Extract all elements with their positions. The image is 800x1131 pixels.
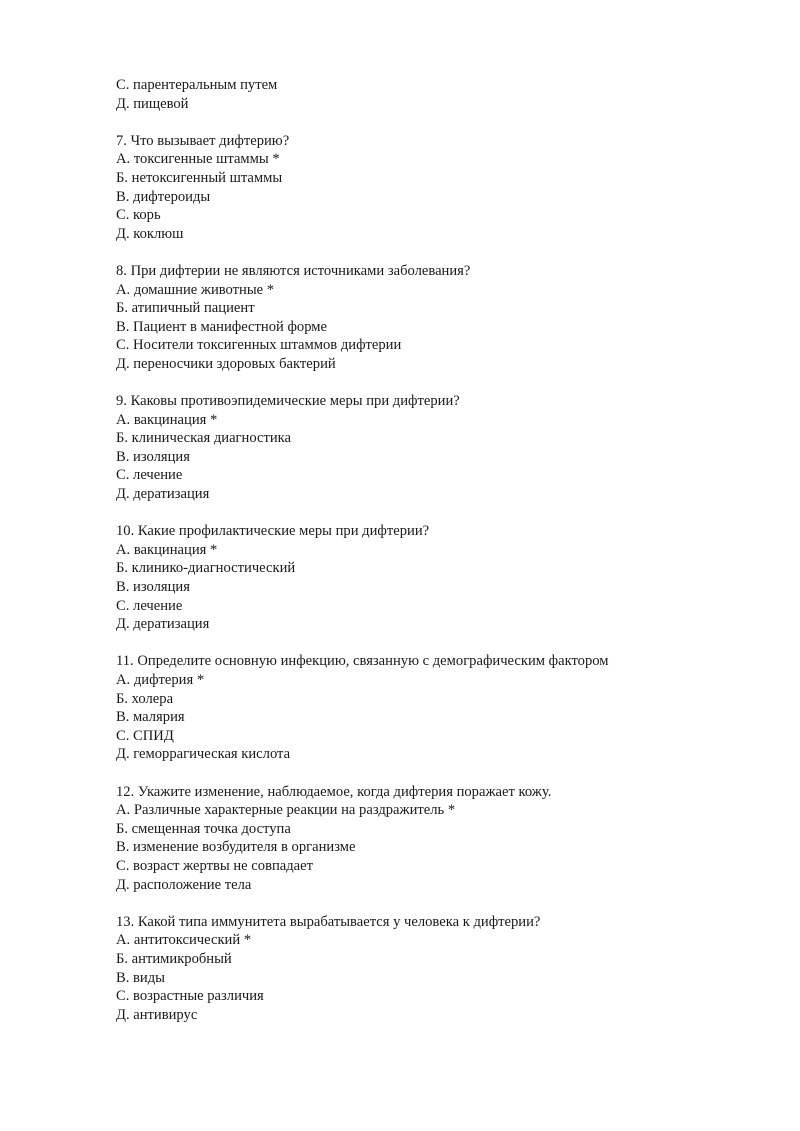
option-line: Б. клиническая диагностика — [116, 430, 292, 447]
option-line: С. возрастные различия — [116, 988, 264, 1005]
option-line: А. дифтерия * — [116, 672, 205, 688]
option-line: Д. антивирус — [116, 1006, 198, 1023]
option-line: А. вакцинация * — [116, 411, 218, 428]
option-line: В. изменение возбудителя в организме — [116, 839, 356, 856]
option-line: С. СПИД — [116, 727, 174, 744]
question-text: 10. Какие профилактические меры при дифтерии? — [116, 523, 430, 540]
option-line: А. Различные характерные реакции на раздражитель * — [116, 802, 456, 819]
question-text: 12. Укажите изменение, наблюдаемое, когда дифтерия поражает кожу. — [116, 783, 552, 800]
option-line: В. Пациент в манифестной форме — [116, 318, 328, 335]
option-line: Б. нетоксигенный штаммы — [116, 169, 283, 186]
document-content — [116, 76, 756, 1043]
option-line: А. токсигенные штаммы * — [116, 151, 280, 168]
option-line: Б. атипичный пациент — [116, 300, 255, 317]
question-11 — [116, 652, 756, 764]
option-line: С. корь — [116, 207, 161, 224]
option-line: С. Носители токсигенных штаммов дифтерии — [116, 337, 402, 354]
question-10 — [116, 522, 756, 634]
option-line: В. дифтероиды — [116, 188, 211, 205]
option-line: С. парентеральным путем — [116, 77, 278, 93]
question-12 — [116, 783, 756, 895]
question-text: 8. При дифтерии не являются источниками заболевания? — [116, 262, 471, 279]
option-line: Б. клинико-диагностический — [116, 560, 296, 577]
question-13 — [116, 913, 756, 1025]
question-7 — [116, 132, 756, 244]
option-line: Д. пищевой — [116, 95, 189, 112]
option-line: С. возраст жертвы не совпадает — [116, 857, 314, 874]
option-line: Б. смещенная точка доступа — [116, 820, 291, 837]
option-line: А. вакцинация * — [116, 541, 218, 558]
option-line: Д. расположение тела — [116, 876, 252, 893]
option-line: В. изоляция — [116, 579, 190, 596]
option-line: С. лечение — [116, 467, 183, 484]
option-line: В. виды — [116, 969, 165, 986]
question-text: 7. Что вызывает дифтерию? — [116, 132, 290, 149]
question-text: 13. Какой типа иммунитета вырабатывается у человека к дифтерии? — [116, 913, 541, 930]
option-line: С. лечение — [116, 597, 183, 614]
option-line: А. антитоксический * — [116, 932, 252, 949]
option-line: Д. дератизация — [116, 486, 210, 503]
question-text: 11. Определите основную инфекцию, связанную с демографическим фактором — [116, 653, 609, 670]
question-fragment — [116, 76, 756, 113]
option-line: В. малярия — [116, 709, 185, 726]
option-line: Д. переносчики здоровых бактерий — [116, 355, 336, 372]
option-line: Б. холера — [116, 690, 174, 707]
option-line: Д. геморрагическая кислота — [116, 746, 291, 763]
question-9 — [116, 392, 756, 504]
option-line: А. домашние животные * — [116, 281, 275, 298]
question-text: 9. Каковы противоэпидемические меры при дифтерии? — [116, 393, 460, 410]
option-line: Б. антимикробный — [116, 950, 232, 967]
option-line: Д. коклюш — [116, 225, 184, 242]
option-line: В. изоляция — [116, 448, 190, 465]
option-line: Д. дератизация — [116, 616, 210, 633]
question-8 — [116, 262, 756, 374]
